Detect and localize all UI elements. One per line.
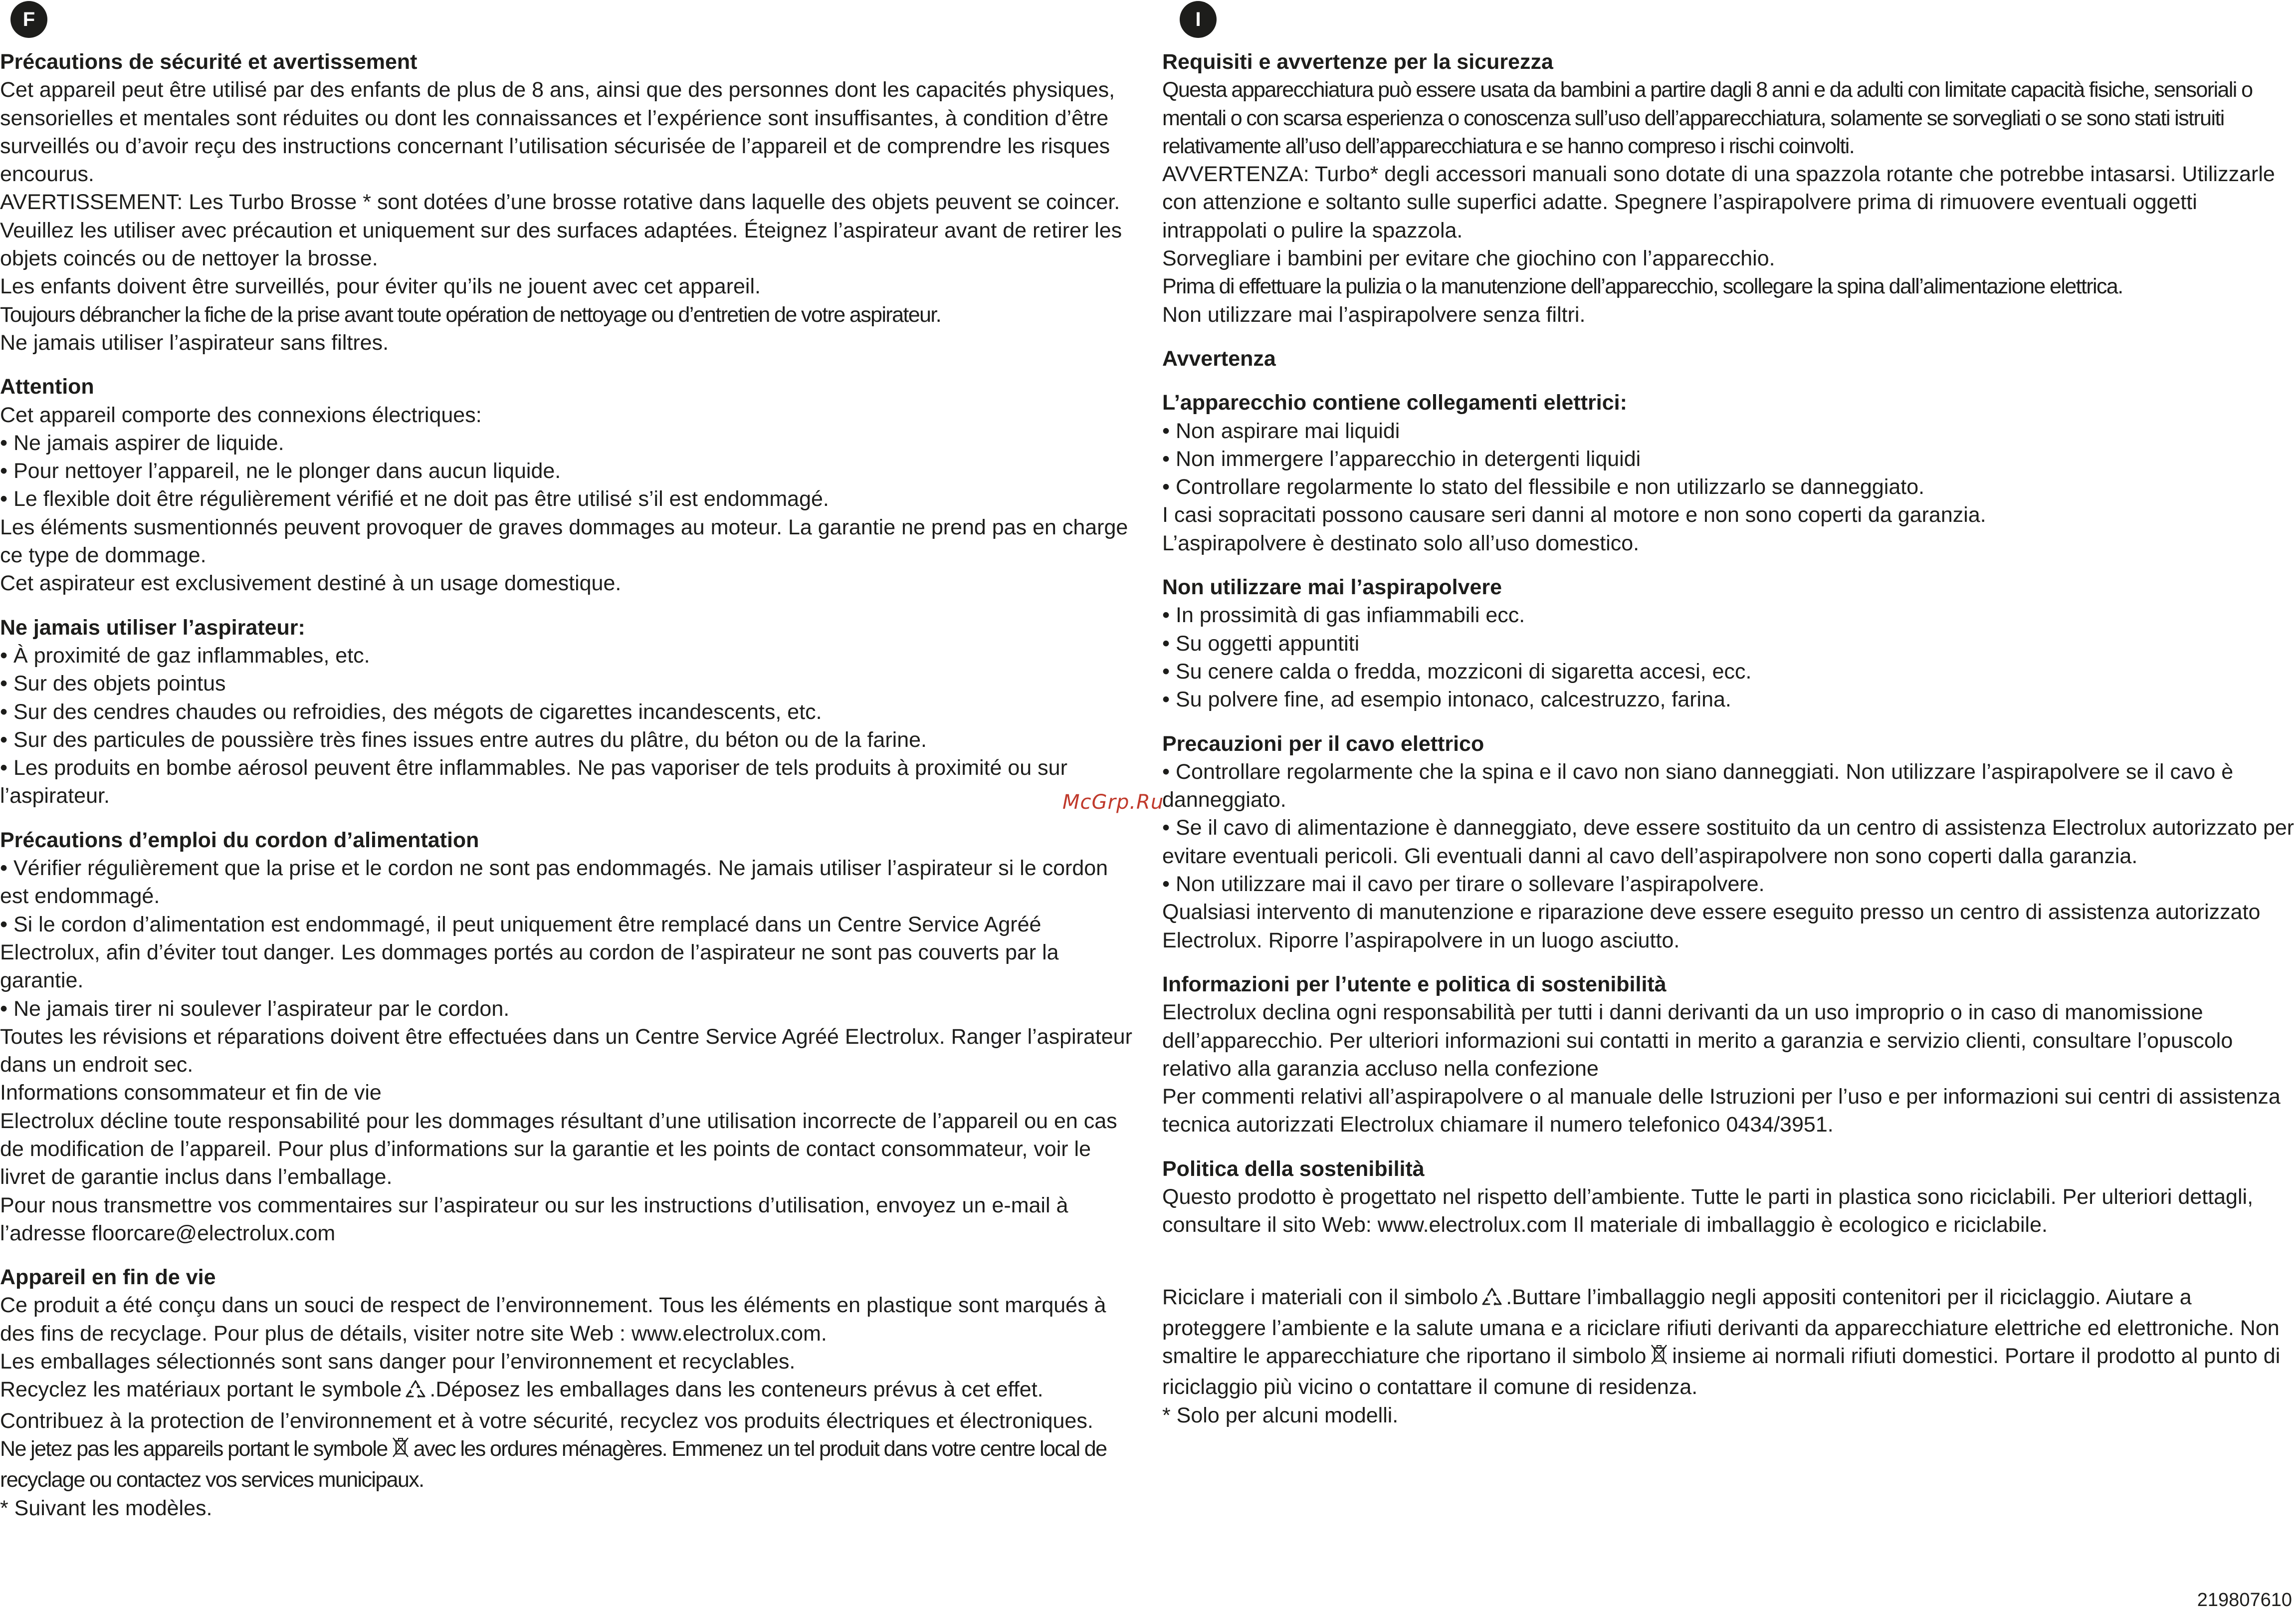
crossed-out-bin-icon <box>1649 1343 1669 1373</box>
recycle-icon <box>405 1379 426 1406</box>
text: avec les ordures ménagères. Emmenez un tel produit dans votre centre local de recyclage ou contactez vos services municipaux. <box>0 1436 1107 1492</box>
fr-attention-section <box>0 373 1140 597</box>
paragraph: Les éléments susmentionnés peuvent provoquer de graves dommages au moteur. La garantie ne prend pas en charge ce type de dommage. <box>0 515 1128 568</box>
list-item: • Controllare regolarmente che la spina e il cavo non siano danneggiati. Non utilizzare l’aspirapolvere se il cavo è danneggiato. <box>1162 759 2234 812</box>
paragraph: Electrolux declina ogni responsabilità per tutti i danni derivanti da un uso improprio o in caso di manomissione dell’apparecchio. Per ulteriori informazioni sui contatti in merito a garanzia e servizio clienti, consultare l’opuscolo relativo alla garanzia accluso nella confezione <box>1162 1000 2233 1081</box>
paragraph: Ne jamais utiliser l’aspirateur sans filtres. <box>0 330 389 355</box>
section-heading: Non utilizzare mai l’aspirapolvere <box>1162 575 1502 600</box>
list-item: • Su polvere fine, ad esempio intonaco, calcestruzzo, farina. <box>1162 688 1731 712</box>
watermark: McGrp.Ru <box>1062 791 1164 814</box>
section-heading: Precauzioni per il cavo elettrico <box>1162 731 1484 756</box>
paragraph <box>1162 1283 2295 1401</box>
it-recycling-section <box>1162 1283 2295 1429</box>
fr-safety-section <box>0 48 1140 357</box>
text: Riciclare i materiali con il simbolo <box>1162 1285 1478 1309</box>
list-item: • Ne jamais tirer ni soulever l’aspirateur par le cordon. <box>0 996 510 1021</box>
italian-column <box>1162 48 2295 1429</box>
list-item: • Su oggetti appuntiti <box>1162 631 1360 656</box>
section-heading: Politica della sostenibilità <box>1162 1156 1425 1181</box>
list-item: • In prossimità di gas infiammabili ecc. <box>1162 603 1525 628</box>
text: .Buttare l’imballaggio negli appositi contenitori per il riciclaggio. Aiutare a proteggere l’ambiente e la salute umana e a riciclare rifiuti derivanti da apparecchiature elettriche ed elettroniche. Non smaltire le apparecchiature che riportano il simbolo <box>1162 1285 2280 1369</box>
list-item: • Non aspirare mai liquidi <box>1162 419 1400 443</box>
list-item: • Non immergere l’apparecchio in detergenti liquidi <box>1162 447 1641 471</box>
section-heading: Attention <box>0 375 94 399</box>
paragraph: Prima di effettuare la pulizia o la manutenzione dell’apparecchio, scollegare la spina dall’alimentazione elettrica. <box>1162 274 2123 299</box>
paragraph: Questa apparecchiatura può essere usata da bambini a partire dagli 8 anni e da adulti con limitate capacità fisiche, sensoriali o mentali o con scarsa esperienza o conoscenza sull’uso dell’apparecchiatura, solamente se sorvegliati o se sono stati istruiti relativamente all’uso dell’apparecchiatura e se hanno compreso i rischi coinvolti. <box>1162 78 2253 158</box>
paragraph: Sorvegliare i bambini per evitare che giochino con l’apparecchio. <box>1162 246 1775 271</box>
paragraph: Questo prodotto è progettato nel rispetto dell’ambiente. Tutte le parti in plastica sono riciclabili. Per ulteriori dettagli, consultare il sito Web: www.electrolux.com Il materiale di imballaggio è ecologico e riciclabile. <box>1162 1184 2254 1237</box>
list-item: • Vérifier régulièrement que la prise et le cordon ne sont pas endommagés. Ne jamais utiliser l’aspirateur si le cordon est endommagé. <box>0 856 1108 909</box>
section-heading: Avvertenza <box>1162 346 1276 371</box>
section-heading: Requisiti e avvertenze per la sicurezza <box>1162 50 1553 74</box>
list-item: • Sur des cendres chaudes ou refroidies, des mégots de cigarettes incandescents, etc. <box>0 699 822 724</box>
paragraph: Contribuez à la protection de l’environnement et à votre sécurité, recyclez vos produits électriques et électroniques. <box>0 1408 1093 1433</box>
paragraph <box>0 1435 1140 1494</box>
list-item: • Les produits en bombe aérosol peuvent être inflammables. Ne pas vaporiser de tels produits à proximité ou sur l’aspirateur. <box>0 756 1067 808</box>
it-warning-section <box>1162 345 2295 373</box>
paragraph: Les enfants doivent être surveillés, pour éviter qu’ils ne jouent avec cet appareil. <box>0 274 761 299</box>
text: insieme ai normali rifiuti domestici. Portare il prodotto al punto di riciclaggio più vicino o contattare il comune di residenza. <box>1162 1344 2281 1399</box>
paragraph: AVERTISSEMENT: Les Turbo Brosse * sont dotées d’une brosse rotative dans laquelle des objets peuvent se coincer. Veuillez les utiliser avec précaution et uniquement sur des surfaces adaptées. Éteignez l’aspirateur avant de retirer les objets coincés ou de nettoyer la brosse. <box>0 190 1122 271</box>
fr-never-use-section <box>0 614 1140 810</box>
list-item: • Le flexible doit être régulièrement vérifié et ne doit pas être utilisé s’il est endommagé. <box>0 487 829 511</box>
paragraph: Cet appareil peut être utilisé par des enfants de plus de 8 ans, ainsi que des personnes dont les capacités physiques, sensorielles et mentales sont réduites ou dont les connaissances et l’expérience sont insuffisantes, à condition d’être surveillés ou d’avoir reçu des instructions concernant l’utilisation sécurisée de l’appareil et de comprendre les risques encourus. <box>0 78 1115 187</box>
french-column <box>0 48 1140 1522</box>
paragraph <box>0 1376 1140 1406</box>
section-heading: L’apparecchio contiene collegamenti elettrici: <box>1162 391 1627 415</box>
paragraph: Les emballages sélectionnés sont sans danger pour l’environnement et recyclables. <box>0 1350 796 1374</box>
paragraph: * Suivant les modèles. <box>0 1496 212 1520</box>
list-item: • Se il cavo di alimentazione è danneggiato, deve essere sostituito da un centro di assistenza Electrolux autorizzato per evitare eventuali pericoli. Gli eventuali danni al cavo dell’aspirapolvere non sono coperti dalla garanzia. <box>1162 816 2295 868</box>
list-item: • Non utilizzare mai il cavo per tirare o sollevare l’aspirapolvere. <box>1162 872 1765 897</box>
paragraph: Informations consommateur et fin de vie <box>0 1081 382 1105</box>
it-sustainability-section <box>1162 1155 2295 1239</box>
paragraph: Non utilizzare mai l’aspirapolvere senza filtri. <box>1162 302 1586 327</box>
list-item: • Si le cordon d’alimentation est endommagé, il peut uniquement être remplacé dans un Centre Service Agréé Electrolux, afin d’éviter tout danger. Les dommages portés au cordon de l’aspirateur ne sont pas couverts par la garantie. <box>0 912 1059 993</box>
it-never-use-section <box>1162 573 2295 713</box>
text: .Déposez les emballages dans les conteneurs prévus à cet effet. <box>429 1378 1044 1402</box>
paragraph: Cet appareil comporte des connexions électriques: <box>0 403 482 427</box>
language-badge-it: I <box>1180 1 1217 38</box>
it-info-section <box>1162 970 2295 1139</box>
paragraph: L’aspirapolvere è destinato solo all’uso domestico. <box>1162 531 1640 555</box>
it-safety-section <box>1162 48 2295 329</box>
paragraph: I casi sopracitati possono causare seri danni al motore e non sono coperti da garanzia. <box>1162 503 1986 527</box>
paragraph: Qualsiasi intervento di manutenzione e riparazione deve essere eseguito presso un centro di assistenza autorizzato Electrolux. Riporre l’aspirapolvere in un luogo asciutto. <box>1162 900 2261 952</box>
paragraph: Pour nous transmettre vos commentaires sur l’aspirateur ou sur les instructions d’utilisation, envoyez un e-mail à l’adresse floorcare@electrolux.com <box>0 1193 1068 1245</box>
crossed-out-bin-icon <box>391 1436 411 1466</box>
fr-end-of-life-section <box>0 1263 1140 1522</box>
language-badge-fr: F <box>10 1 47 38</box>
fr-cord-section <box>0 826 1140 1247</box>
paragraph: Cet aspirateur est exclusivement destiné à un usage domestique. <box>0 571 622 596</box>
list-item: • Controllare regolarmente lo stato del flessibile e non utilizzarlo se danneggiato. <box>1162 475 1925 499</box>
paragraph: * Solo per alcuni modelli. <box>1162 1403 1399 1427</box>
it-cord-section <box>1162 730 2295 954</box>
paragraph: Electrolux décline toute responsabilité pour les dommages résultant d’une utilisation incorrecte de l’appareil ou en cas de modification de l’appareil. Pour plus d’informations sur la garantie et les points de contact consommateur, voir le livret de garantie inclus dans l’emballage. <box>0 1109 1117 1189</box>
section-heading: Précautions de sécurité et avertissement <box>0 50 417 74</box>
list-item: • Sur des objets pointus <box>0 672 226 696</box>
document-code: 219807610 <box>2197 1590 2292 1611</box>
list-item: • Pour nettoyer l’appareil, ne le plonger dans aucun liquide. <box>0 459 561 483</box>
paragraph: AVVERTENZA: Turbo* degli accessori manuali sono dotate di una spazzola rotante che potrebbe intasarsi. Utilizzarle con attenzione e soltanto sulle superfici adatte. Spegnere l’aspirapolvere prima di rimuovere eventuali oggetti intrappolati o pulire la spazzola. <box>1162 162 2275 242</box>
list-item: • Su cenere calda o fredda, mozziconi di sigaretta accesi, ecc. <box>1162 659 1752 684</box>
section-heading: Ne jamais utiliser l’aspirateur: <box>0 615 305 640</box>
section-heading: Appareil en fin de vie <box>0 1265 216 1290</box>
list-item: • Ne jamais aspirer de liquide. <box>0 431 284 455</box>
paragraph: Toujours débrancher la fiche de la prise avant toute opération de nettoyage ou d’entretien de votre aspirateur. <box>0 302 941 327</box>
list-item: • À proximité de gaz inflammables, etc. <box>0 643 370 668</box>
text: Recyclez les matériaux portant le symbole <box>0 1378 402 1402</box>
it-electric-section <box>1162 389 2295 557</box>
section-heading: Précautions d’emploi du cordon d’alimentation <box>0 828 479 852</box>
recycle-icon <box>1481 1286 1503 1314</box>
paragraph: Toutes les révisions et réparations doivent être effectuées dans un Centre Service Agréé Electrolux. Ranger l’aspirateur dans un endroit sec. <box>0 1024 1132 1077</box>
section-heading: Informazioni per l’utente e politica di sostenibilità <box>1162 972 1667 996</box>
paragraph: Per commenti relativi all’aspirapolvere o al manuale delle Istruzioni per l’uso e per informazioni sui centri di assistenza tecnica autorizzati Electrolux chiamare il numero telefonico 0434/3951. <box>1162 1085 2281 1137</box>
paragraph: Ce produit a été conçu dans un souci de respect de l’environnement. Tous les éléments en plastique sont marqués à des fins de recyclage. Pour plus de détails, visiter notre site Web : www.electrolux.com. <box>0 1293 1106 1346</box>
list-item: • Sur des particules de poussière très fines issues entre autres du plâtre, du béton ou de la farine. <box>0 727 927 752</box>
text: Ne jetez pas les appareils portant le symbole <box>0 1436 388 1461</box>
